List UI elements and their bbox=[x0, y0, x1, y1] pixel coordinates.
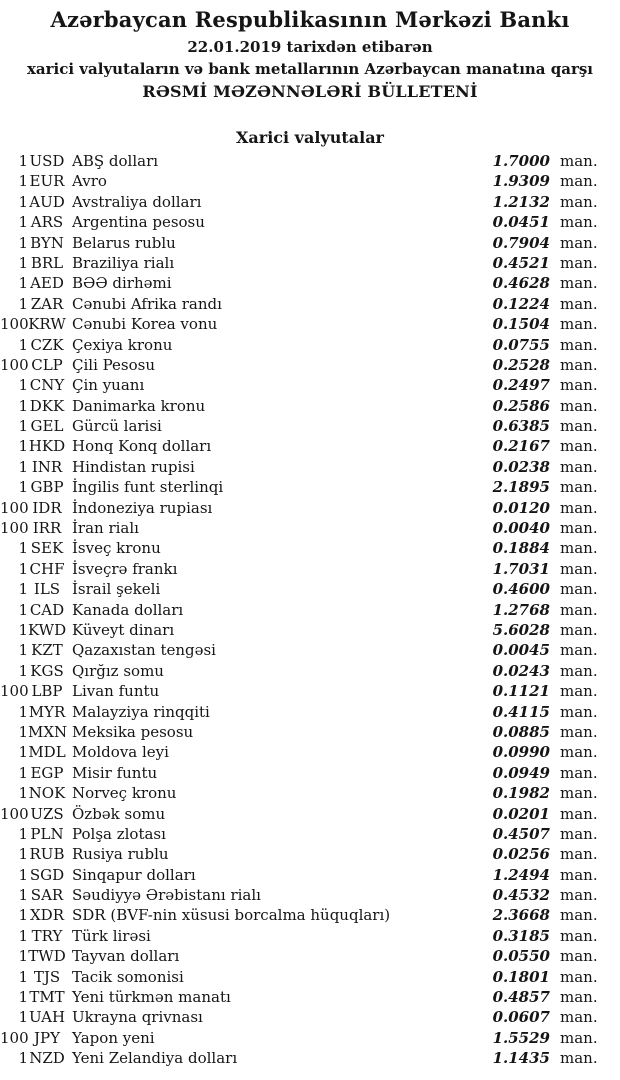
currency-code: SEK bbox=[30, 539, 64, 558]
currency-code: CHF bbox=[29, 559, 65, 578]
currency-code: INR bbox=[31, 457, 63, 476]
rate-value: 1.2132 bbox=[492, 192, 550, 211]
currency-name: Kanada dolları bbox=[72, 600, 184, 619]
unit-label: man. bbox=[560, 1028, 598, 1047]
quantity-value: 1 bbox=[18, 824, 28, 843]
quantity-value: 1 bbox=[18, 620, 28, 639]
rate-row bbox=[0, 355, 620, 375]
unit-label: man. bbox=[560, 335, 598, 354]
quantity-value: 1 bbox=[18, 641, 28, 660]
rate-value: 0.4507 bbox=[492, 824, 550, 843]
currency-name: Cənubi Afrika randı bbox=[72, 294, 222, 313]
quantity-value: 1 bbox=[18, 478, 28, 497]
rate-row bbox=[0, 987, 620, 1007]
currency-name: Polşa zlotası bbox=[72, 824, 166, 843]
quantity-value: 1 bbox=[18, 988, 28, 1007]
currency-code: KGS bbox=[30, 661, 64, 680]
quantity-value: 1 bbox=[18, 784, 28, 803]
rate-value: 0.0040 bbox=[492, 519, 550, 538]
currency-code: USD bbox=[29, 152, 65, 170]
currency-code: BRL bbox=[30, 253, 64, 272]
unit-label: man. bbox=[560, 172, 598, 191]
unit-label: man. bbox=[560, 988, 598, 1007]
quantity-value: 1 bbox=[18, 743, 28, 762]
unit-label: man. bbox=[560, 213, 598, 232]
rate-row bbox=[0, 477, 620, 497]
rate-row bbox=[0, 783, 620, 803]
rate-row bbox=[0, 722, 620, 742]
unit-label: man. bbox=[560, 315, 598, 334]
unit-label: man. bbox=[560, 233, 598, 252]
rate-row bbox=[0, 436, 620, 456]
currency-code: BYN bbox=[30, 233, 64, 252]
currency-name: İsrail şekeli bbox=[72, 580, 161, 599]
unit-label: man. bbox=[560, 478, 598, 497]
rate-row bbox=[0, 273, 620, 293]
rate-value: 0.0238 bbox=[492, 457, 550, 476]
currency-code: GEL bbox=[30, 417, 64, 436]
rate-row bbox=[0, 763, 620, 783]
currency-code: MYR bbox=[28, 702, 66, 721]
currency-name: Argentina pesosu bbox=[72, 213, 205, 232]
unit-label: man. bbox=[560, 417, 598, 436]
rate-row bbox=[0, 681, 620, 701]
currency-code: ILS bbox=[33, 580, 61, 599]
rate-value: 0.0607 bbox=[492, 1008, 550, 1027]
unit-label: man. bbox=[560, 580, 598, 599]
rate-value: 0.1884 bbox=[492, 539, 550, 558]
unit-label: man. bbox=[560, 396, 598, 415]
rate-row bbox=[0, 661, 620, 681]
rate-row bbox=[0, 396, 620, 416]
unit-label: man. bbox=[560, 457, 598, 476]
currency-code: CLP bbox=[31, 355, 63, 374]
currency-name: Misir funtu bbox=[72, 763, 158, 782]
currency-name: Səudiyyə Ərəbistanı rialı bbox=[72, 886, 261, 905]
currency-code: DKK bbox=[29, 396, 65, 415]
currency-code: KWD bbox=[28, 620, 67, 639]
quantity-value: 1 bbox=[18, 376, 28, 395]
currency-code: IDR bbox=[32, 498, 62, 517]
currency-code: ARS bbox=[30, 213, 64, 232]
rate-value: 0.0755 bbox=[492, 335, 550, 354]
quantity-value: 1 bbox=[18, 967, 28, 986]
currency-name: Ukrayna qrivnası bbox=[72, 1008, 203, 1027]
rate-row bbox=[0, 457, 620, 477]
rate-value: 0.4628 bbox=[492, 274, 550, 293]
bulletin-title: RƏSMİ MƏZƏNNƏLƏRİ BÜLLETENİ bbox=[142, 82, 478, 101]
rate-row bbox=[0, 192, 620, 212]
currency-code: NOK bbox=[28, 784, 66, 803]
rate-row bbox=[0, 1048, 620, 1068]
currency-code: UAH bbox=[28, 1008, 66, 1027]
rate-value: 5.6028 bbox=[492, 620, 550, 639]
currency-code: SAR bbox=[30, 886, 64, 905]
quantity-value: 1 bbox=[18, 1049, 28, 1068]
rate-row bbox=[0, 804, 620, 824]
currency-name: İran rialı bbox=[72, 519, 139, 538]
unit-label: man. bbox=[560, 355, 598, 374]
unit-label: man. bbox=[560, 947, 598, 966]
currency-name: Braziliya rialı bbox=[72, 253, 175, 272]
rate-value: 0.0201 bbox=[492, 804, 550, 823]
rate-value: 0.2497 bbox=[492, 376, 550, 395]
unit-label: man. bbox=[560, 498, 598, 517]
quantity-value: 1 bbox=[18, 1008, 28, 1027]
unit-label: man. bbox=[560, 559, 598, 578]
rate-row bbox=[0, 967, 620, 987]
currency-name: Çin yuanı bbox=[72, 376, 145, 395]
quantity-value: 100 bbox=[0, 682, 29, 701]
quantity-value: 100 bbox=[0, 355, 29, 374]
unit-label: man. bbox=[560, 294, 598, 313]
rate-row bbox=[0, 294, 620, 314]
quantity-value: 1 bbox=[18, 906, 28, 925]
currency-name: Sinqapur dolları bbox=[72, 865, 196, 884]
unit-label: man. bbox=[560, 620, 598, 639]
rate-row bbox=[0, 865, 620, 885]
unit-label: man. bbox=[560, 376, 598, 395]
bank-name-title: Azərbaycan Respublikasının Mərkəzi Bankı bbox=[50, 7, 570, 32]
currency-name: Danimarka kronu bbox=[72, 396, 206, 415]
currency-name: Belarus rublu bbox=[72, 233, 176, 252]
unit-label: man. bbox=[560, 641, 598, 660]
rate-row bbox=[0, 620, 620, 640]
quantity-value: 1 bbox=[18, 172, 28, 191]
currency-code: NZD bbox=[29, 1049, 65, 1068]
rate-value: 0.4600 bbox=[492, 580, 550, 599]
currency-code: RUB bbox=[29, 845, 65, 864]
section-title-foreign-currencies: Xarici valyutalar bbox=[236, 128, 384, 147]
exchange-rates-table bbox=[0, 151, 620, 1069]
currency-name: Qırğız somu bbox=[72, 661, 164, 680]
rate-row bbox=[0, 824, 620, 844]
currency-code: JPY bbox=[33, 1028, 60, 1047]
unit-label: man. bbox=[560, 539, 598, 558]
rate-value: 0.6385 bbox=[492, 417, 550, 436]
unit-label: man. bbox=[560, 253, 598, 272]
quantity-value: 1 bbox=[18, 865, 28, 884]
rate-value: 0.2586 bbox=[492, 396, 550, 415]
rate-row bbox=[0, 253, 620, 273]
currency-code: MXN bbox=[28, 722, 68, 741]
currency-name: Özbək somu bbox=[72, 804, 166, 823]
currency-code: LBP bbox=[31, 682, 63, 701]
unit-label: man. bbox=[560, 906, 598, 925]
quantity-value: 1 bbox=[18, 600, 28, 619]
unit-label: man. bbox=[560, 661, 598, 680]
currency-name: Livan funtu bbox=[72, 682, 160, 701]
unit-label: man. bbox=[560, 784, 598, 803]
subtitle-line: xarici valyutaların və bank metallarının Azərbaycan manatına qarşı bbox=[26, 60, 594, 78]
currency-code: TRY bbox=[31, 926, 63, 945]
quantity-value: 1 bbox=[18, 152, 28, 170]
currency-name: Moldova leyi bbox=[72, 743, 169, 762]
rate-value: 0.1224 bbox=[492, 294, 550, 313]
currency-code: CAD bbox=[29, 600, 65, 619]
quantity-value: 1 bbox=[18, 580, 28, 599]
currency-name: Hindistan rupisi bbox=[72, 457, 195, 476]
rate-value: 0.4532 bbox=[492, 886, 550, 905]
rate-value: 0.1801 bbox=[492, 967, 550, 986]
quantity-value: 1 bbox=[18, 763, 28, 782]
currency-name: Cənubi Korea vonu bbox=[72, 315, 218, 334]
rate-row bbox=[0, 335, 620, 355]
currency-name: BƏƏ dirhəmi bbox=[72, 274, 172, 293]
rate-value: 2.1895 bbox=[492, 478, 550, 497]
currency-name: Türk lirəsi bbox=[72, 926, 151, 945]
currency-code: ZAR bbox=[30, 294, 64, 313]
unit-label: man. bbox=[560, 722, 598, 741]
currency-name: Malayziya rinqqiti bbox=[72, 702, 210, 721]
rate-row bbox=[0, 905, 620, 925]
currency-code: GBP bbox=[30, 478, 64, 497]
rate-value: 1.1435 bbox=[492, 1049, 550, 1068]
rate-value: 0.4521 bbox=[492, 253, 550, 272]
currency-code: SGD bbox=[29, 865, 65, 884]
rate-row bbox=[0, 885, 620, 905]
unit-label: man. bbox=[560, 702, 598, 721]
quantity-value: 1 bbox=[18, 335, 28, 354]
unit-label: man. bbox=[560, 437, 598, 456]
unit-label: man. bbox=[560, 743, 598, 762]
unit-label: man. bbox=[560, 682, 598, 701]
currency-name: Yeni türkmən manatı bbox=[72, 988, 231, 1007]
quantity-value: 1 bbox=[18, 926, 28, 945]
currency-name: İsveçrə frankı bbox=[72, 559, 178, 578]
currency-name: Qazaxıstan tengəsi bbox=[72, 641, 216, 660]
rate-row bbox=[0, 518, 620, 538]
rate-row bbox=[0, 538, 620, 558]
quantity-value: 100 bbox=[0, 315, 29, 334]
currency-name: İngilis funt sterlinqi bbox=[72, 478, 224, 497]
quantity-value: 1 bbox=[18, 253, 28, 272]
currency-name: Çexiya kronu bbox=[72, 335, 173, 354]
unit-label: man. bbox=[560, 192, 598, 211]
rate-value: 0.0045 bbox=[492, 641, 550, 660]
rate-value: 0.0949 bbox=[492, 763, 550, 782]
currency-name: Honq Konq dolları bbox=[72, 437, 212, 456]
quantity-value: 1 bbox=[18, 437, 28, 456]
quantity-value: 1 bbox=[18, 417, 28, 436]
unit-label: man. bbox=[560, 519, 598, 538]
currency-name: İndoneziya rupiası bbox=[72, 498, 213, 517]
rate-row bbox=[0, 1028, 620, 1048]
quantity-value: 1 bbox=[18, 539, 28, 558]
quantity-value: 1 bbox=[18, 192, 28, 211]
rate-value: 1.2494 bbox=[492, 865, 550, 884]
currency-name: Tayvan dolları bbox=[72, 947, 180, 966]
rate-value: 0.0885 bbox=[492, 722, 550, 741]
quantity-value: 100 bbox=[0, 519, 29, 538]
quantity-value: 100 bbox=[0, 1028, 29, 1047]
rate-row bbox=[0, 702, 620, 722]
rate-value: 0.7904 bbox=[492, 233, 550, 252]
unit-label: man. bbox=[560, 967, 598, 986]
rate-row bbox=[0, 600, 620, 620]
unit-label: man. bbox=[560, 152, 598, 170]
currency-code: IRR bbox=[32, 519, 62, 538]
rate-value: 0.0256 bbox=[492, 845, 550, 864]
unit-label: man. bbox=[560, 1049, 598, 1068]
currency-name: Norveç kronu bbox=[72, 784, 177, 803]
rate-row bbox=[0, 171, 620, 191]
currency-code: HKD bbox=[28, 437, 66, 456]
effective-date-line: 22.01.2019 tarixdən etibarən bbox=[187, 38, 433, 56]
unit-label: man. bbox=[560, 1008, 598, 1027]
quantity-value: 100 bbox=[0, 498, 29, 517]
quantity-value: 1 bbox=[18, 702, 28, 721]
currency-code: XDR bbox=[30, 906, 64, 925]
currency-code: KZT bbox=[31, 641, 63, 660]
rate-value: 0.4857 bbox=[492, 988, 550, 1007]
unit-label: man. bbox=[560, 600, 598, 619]
currency-name: Rusiya rublu bbox=[72, 845, 169, 864]
quantity-value: 1 bbox=[18, 457, 28, 476]
quantity-value: 1 bbox=[18, 274, 28, 293]
rate-value: 1.7000 bbox=[492, 152, 550, 170]
rate-value: 0.2528 bbox=[492, 355, 550, 374]
currency-name: Avstraliya dolları bbox=[72, 192, 202, 211]
currency-code: EGP bbox=[30, 763, 64, 782]
rate-row bbox=[0, 946, 620, 966]
unit-label: man. bbox=[560, 886, 598, 905]
currency-code: KRW bbox=[28, 315, 66, 334]
quantity-value: 1 bbox=[18, 233, 28, 252]
quantity-value: 1 bbox=[18, 947, 28, 966]
rate-value: 0.0120 bbox=[492, 498, 550, 517]
rate-row bbox=[0, 926, 620, 946]
currency-name: Gürcü larisi bbox=[72, 417, 162, 436]
rate-row bbox=[0, 416, 620, 436]
currency-code: TWD bbox=[28, 947, 66, 966]
rate-row bbox=[0, 498, 620, 518]
quantity-value: 1 bbox=[18, 396, 28, 415]
rate-value: 0.1121 bbox=[492, 682, 550, 701]
currency-code: AED bbox=[30, 274, 64, 293]
currency-name: Yapon yeni bbox=[72, 1028, 155, 1047]
unit-label: man. bbox=[560, 824, 598, 843]
rate-value: 1.7031 bbox=[492, 559, 550, 578]
rate-row bbox=[0, 579, 620, 599]
currency-name: Avro bbox=[72, 172, 107, 191]
currency-name: Meksika pesosu bbox=[72, 722, 194, 741]
rate-value: 1.2768 bbox=[492, 600, 550, 619]
rate-value: 0.3185 bbox=[492, 926, 550, 945]
rate-value: 0.4115 bbox=[492, 702, 550, 721]
currency-name: Çili Pesosu bbox=[72, 355, 156, 374]
unit-label: man. bbox=[560, 763, 598, 782]
rate-row bbox=[0, 212, 620, 232]
rate-value: 1.5529 bbox=[492, 1028, 550, 1047]
rate-row bbox=[0, 559, 620, 579]
quantity-value: 1 bbox=[18, 722, 28, 741]
bulletin-page bbox=[0, 7, 620, 1080]
rate-row bbox=[0, 844, 620, 864]
quantity-value: 1 bbox=[18, 661, 28, 680]
unit-label: man. bbox=[560, 804, 598, 823]
rate-value: 0.0451 bbox=[492, 213, 550, 232]
currency-name: ABŞ dolları bbox=[72, 152, 159, 170]
rate-row bbox=[0, 742, 620, 762]
currency-name: SDR (BVF-nin xüsusi borcalma hüquqları) bbox=[72, 906, 391, 925]
rate-row bbox=[0, 375, 620, 395]
unit-label: man. bbox=[560, 274, 598, 293]
currency-name: İsveç kronu bbox=[72, 539, 161, 558]
currency-code: TMT bbox=[29, 988, 65, 1007]
rate-row bbox=[0, 640, 620, 660]
rate-value: 2.3668 bbox=[492, 906, 550, 925]
currency-code: CZK bbox=[30, 335, 64, 354]
unit-label: man. bbox=[560, 845, 598, 864]
rate-row bbox=[0, 151, 620, 171]
currency-code: MDL bbox=[28, 743, 66, 762]
currency-code: CNY bbox=[29, 376, 65, 395]
rate-value: 0.1982 bbox=[492, 784, 550, 803]
rate-value: 0.0243 bbox=[492, 661, 550, 680]
quantity-value: 1 bbox=[18, 213, 28, 232]
unit-label: man. bbox=[560, 926, 598, 945]
rate-value: 0.2167 bbox=[492, 437, 550, 456]
currency-code: AUD bbox=[29, 192, 65, 211]
rate-row bbox=[0, 1007, 620, 1027]
currency-code: TJS bbox=[33, 967, 61, 986]
currency-code: EUR bbox=[29, 172, 65, 191]
currency-name: Tacik somonisi bbox=[72, 967, 184, 986]
unit-label: man. bbox=[560, 865, 598, 884]
quantity-value: 1 bbox=[18, 559, 28, 578]
currency-name: Yeni Zelandiya dolları bbox=[72, 1049, 238, 1068]
quantity-value: 1 bbox=[18, 886, 28, 905]
rate-value: 0.1504 bbox=[492, 315, 550, 334]
rate-value: 0.0550 bbox=[492, 947, 550, 966]
quantity-value: 1 bbox=[18, 845, 28, 864]
rate-row bbox=[0, 314, 620, 334]
rate-value: 1.9309 bbox=[492, 172, 550, 191]
quantity-value: 1 bbox=[18, 294, 28, 313]
rate-row bbox=[0, 233, 620, 253]
currency-code: UZS bbox=[30, 804, 64, 823]
rate-value: 0.0990 bbox=[492, 743, 550, 762]
currency-code: PLN bbox=[30, 824, 64, 843]
quantity-value: 100 bbox=[0, 804, 29, 823]
currency-name: Küveyt dinarı bbox=[72, 620, 175, 639]
